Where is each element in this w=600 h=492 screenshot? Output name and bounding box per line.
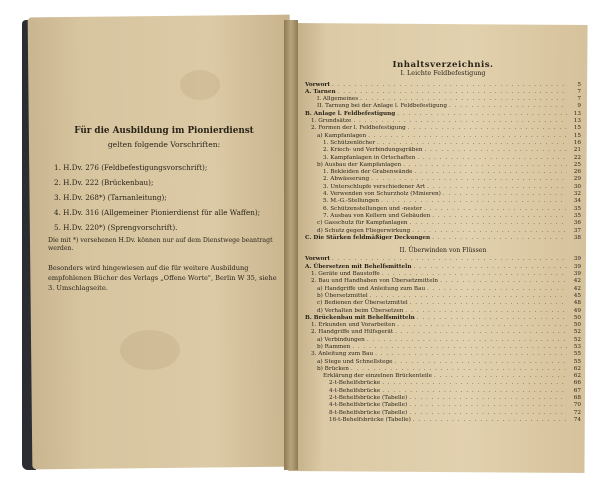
toc-entry-text: 4. Verwenden von Schurzholz (Minieren) (323, 191, 441, 198)
toc-leader-dots (434, 373, 567, 380)
toc-page-number: 35 (573, 205, 581, 212)
toc-page-number: 7 (577, 88, 581, 95)
toc-entry-text: 3. Unterschlupfe verschiedener Art (323, 183, 426, 190)
regulation-item: 5. H.Dv. 220*) (Sprengvorschrift). (54, 223, 178, 232)
toc-entry (305, 278, 581, 285)
toc-entry (305, 286, 581, 293)
toc-page-number: 39 (573, 256, 581, 263)
toc-entry (305, 300, 581, 307)
toc-entry (305, 337, 581, 344)
toc-leader-dots (432, 213, 567, 220)
toc-leader-dots (440, 278, 567, 285)
toc-entry (305, 162, 581, 169)
toc-leader-dots (413, 264, 567, 271)
toc-entry (305, 118, 581, 125)
toc-leader-dots (432, 235, 567, 242)
toc-leader-dots (449, 103, 567, 110)
toc-entry (305, 198, 581, 205)
toc-section-title: I. Leichte Feldbefestigung (400, 69, 486, 78)
toc-page-number: 37 (573, 227, 581, 234)
regulation-item: 2. H.Dv. 222 (Brückenbau); (54, 178, 154, 187)
toc-entry (305, 184, 581, 191)
toc-entry (305, 89, 581, 96)
toc-entry-text: d) Verhalten beim Übersetzen (317, 307, 404, 314)
toc-entry-text: Vorwort (305, 256, 330, 263)
toc-page-number: 52 (573, 329, 581, 336)
toc-page-number: 52 (573, 336, 581, 343)
toc-entry-text: A. Übersetzen mit Behelfsmitteln (305, 263, 412, 270)
toc-entry (305, 235, 581, 242)
toc-leader-dots (409, 402, 567, 409)
toc-leader-dots (427, 184, 567, 191)
toc-entry (305, 410, 581, 417)
toc-entry-text: b) Übersetzmittel (317, 292, 368, 299)
toc-leader-dots (367, 337, 567, 344)
toc-entry (305, 366, 581, 373)
toc-entry (305, 351, 581, 358)
toc-entry-text: c) Gasschutz für Kampfanlagen (317, 220, 408, 227)
toc-page-number: 55 (573, 351, 581, 358)
toc-leader-dots (410, 220, 567, 227)
toc-leader-dots (332, 256, 567, 263)
toc-leader-dots (409, 395, 567, 402)
toc-page-number: 70 (573, 402, 581, 409)
toc-page-number: 35 (573, 212, 581, 219)
toc-entry-text: 7. Ausbau von Kellern und Gebäuden (323, 212, 431, 219)
toc-entry-text: 2. Formen der l. Feldbefestigung (311, 125, 406, 132)
toc-leader-dots (395, 329, 567, 336)
toc-entry (305, 322, 581, 329)
toc-entry-text: 3. Kampfanlagen in Ortschaften (323, 154, 416, 161)
toc-entry (305, 373, 581, 380)
toc-leader-dots (415, 169, 568, 176)
toc-entry-text: 5. M.-G.-Stellungen (323, 198, 380, 205)
toc-leader-dots (381, 198, 567, 205)
toc-leader-dots (377, 140, 567, 147)
toc-entry-text: 1. Erkunden und Vorarbeiten (311, 322, 396, 329)
toc-page-number: 5 (577, 81, 581, 88)
toc-page-number: 13 (573, 110, 581, 117)
toc-entry-text: b) Brücken (317, 365, 349, 372)
toc-leader-dots (397, 111, 567, 118)
regulation-item: 1. H.Dv. 276 (Feldbefestigungsvorschrift); (54, 163, 208, 172)
toc-page-number: 39 (573, 263, 581, 270)
toc-leader-dots (417, 315, 567, 322)
toc-leader-dots (417, 155, 567, 162)
toc-entry-text: a) Stege und Schnellstege (317, 358, 393, 365)
toc-entry-text: C. Die Stärken feldmäßiger Deckungen (305, 234, 431, 241)
toc-entry-text: B. Brückenbau mit Behelfsmitteln (305, 314, 415, 321)
toc-entry-text: 2. Abwässerung (323, 176, 370, 183)
toc-entry-text: 1. Geräte und Baustoffe (311, 271, 380, 278)
toc-leader-dots (405, 308, 567, 315)
regulation-item: 4. H.Dv. 316 (Allgemeiner Pionierdienst für alle Waffen); (54, 208, 261, 217)
toc-leader-dots (412, 228, 567, 235)
toc-entry (305, 133, 581, 140)
toc-page-number: 25 (573, 161, 581, 168)
toc-leader-dots (338, 89, 567, 96)
toc-leader-dots (332, 82, 567, 89)
toc-entry-text: b) Rammen (317, 343, 351, 350)
page-stain (180, 70, 220, 100)
toc-leader-dots (413, 417, 567, 424)
toc-page-number: 67 (573, 387, 581, 394)
toc-entry-text: A. Tarnen (305, 88, 336, 95)
page-stain (120, 330, 180, 370)
toc-page-number: 32 (573, 191, 581, 198)
left-page-subtitle: gelten folgende Vorschriften: (107, 140, 221, 149)
toc-entry (305, 125, 581, 132)
toc-entry (305, 191, 581, 198)
toc-entry (305, 264, 581, 271)
toc-leader-dots (382, 380, 567, 387)
toc-page-number: 42 (573, 278, 581, 285)
toc-entry (305, 82, 581, 89)
toc-entry-text: b) Ausbau der Kampfanlagen (317, 161, 402, 168)
toc-entry-text: Erklärung der einzelnen Brückenteile (323, 373, 432, 380)
toc-entry (305, 388, 581, 395)
toc-leader-dots (395, 359, 567, 366)
toc-page-number: 29 (573, 176, 581, 183)
toc-page-number: 74 (573, 416, 581, 423)
toc-section-1 (305, 82, 581, 243)
toc-leader-dots (382, 388, 567, 395)
toc-section-title: II. Überwinden von Flüssen (399, 247, 487, 255)
toc-entry (305, 220, 581, 227)
toc-page-number: 53 (573, 343, 581, 350)
toc-leader-dots (375, 351, 567, 358)
toc-leader-dots (360, 96, 567, 103)
toc-leader-dots (397, 322, 567, 329)
toc-entry (305, 329, 581, 336)
toc-leader-dots (353, 118, 567, 125)
toc-page-number: 15 (573, 132, 581, 139)
toc-entry-text: B. Anlage l. Feldbefestigung (305, 110, 396, 117)
toc-page-number: 22 (573, 154, 581, 161)
toc-entry-text: 6. Schützenstellungen und -nester (323, 205, 422, 212)
toc-page-number: 50 (573, 314, 581, 321)
toc-section-2 (305, 256, 581, 424)
toc-entry-text: a) Handgriffe und Anleitung zum Bau (317, 285, 426, 292)
toc-page-number: 38 (573, 234, 581, 241)
toc-leader-dots (408, 125, 567, 132)
toc-leader-dots (403, 162, 567, 169)
toc-page-number: 36 (573, 220, 581, 227)
toc-entry (305, 359, 581, 366)
toc-page-number: 7 (577, 96, 581, 103)
toc-entry-text: 2-t-Behelfsbrücke (329, 380, 381, 387)
toc-entry-text: I. Allgemeines (317, 96, 359, 103)
toc-entry-text: c) Bedienen der Übersetzmittel (317, 300, 408, 307)
regulation-item: 3. H.Dv. 268*) (Tarnanleitung); (54, 193, 167, 202)
toc-leader-dots (371, 176, 567, 183)
toc-page-number: 50 (573, 322, 581, 329)
toc-leader-dots (351, 366, 567, 373)
toc-entry-text: 4-t-Behelfsbrücke (329, 387, 381, 394)
toc-page-number: 42 (573, 285, 581, 292)
toc-entry (305, 228, 581, 235)
toc-entry (305, 380, 581, 387)
toc-page-number: 49 (573, 307, 581, 314)
toc-page-number: 34 (573, 198, 581, 205)
toc-leader-dots (410, 300, 567, 307)
toc-entry-text: 1. Grundsätze (311, 118, 352, 125)
toc-page-number: 9 (577, 103, 581, 110)
toc-page-number: 13 (573, 118, 581, 125)
toc-title: Inhaltsverzeichnis. (392, 60, 494, 70)
toc-entry-text: II. Tarnung bei der Anlage l. Feldbefestigung (317, 103, 447, 110)
toc-entry-text: a) Verbindungen (317, 336, 365, 343)
toc-page-number: 15 (573, 125, 581, 132)
toc-entry (305, 315, 581, 322)
toc-page-number: 62 (573, 373, 581, 380)
footnote: Die mit *) versehenen H.Dv. können nur auf dem Dienstwege beantragt werden. (48, 237, 273, 252)
toc-entry-text: 4-t-Behelfsbrücke (Tabelle) (329, 402, 408, 409)
toc-entry (305, 402, 581, 409)
toc-entry (305, 96, 581, 103)
toc-entry (305, 147, 581, 154)
toc-entry-text: Vorwort (305, 81, 330, 88)
toc-page-number: 48 (573, 300, 581, 307)
toc-entry-text: 2. Kriech- und Verbindungsgräben (323, 147, 423, 154)
toc-entry (305, 176, 581, 183)
toc-entry-text: 2-t-Behelfsbrücke (Tabelle) (329, 395, 408, 402)
toc-entry-text: 2. Bau und Handhaben von Übersetzmitteln (311, 278, 439, 285)
table-of-contents (305, 62, 581, 424)
toc-page-number: 26 (573, 169, 581, 176)
toc-entry (305, 417, 581, 424)
toc-entry-text: 2. Handgriffe und Hilfsgerät (311, 329, 394, 336)
toc-leader-dots (424, 147, 567, 154)
toc-entry-text: d) Schutz gegen Fliegerwirkung (317, 227, 411, 234)
toc-entry-text: a) Kampfanlagen (317, 132, 367, 139)
toc-page-number: 39 (573, 271, 581, 278)
toc-entry (305, 206, 581, 213)
toc-leader-dots (409, 410, 567, 417)
toc-entry (305, 155, 581, 162)
toc-entry-text: 8-t-Behelfsbrücke (Tabelle) (329, 409, 408, 416)
publisher-note: Besonders wird hingewiesen auf die für weitere Ausbildung empfohlenen Bücher des Verlags „Offene Worte", Berlin W 35, siehe 3. Umschlagseite. (48, 264, 277, 292)
toc-leader-dots (368, 133, 567, 140)
toc-entry-text: 3. Anleitung zum Bau (311, 351, 374, 358)
book-gutter (284, 20, 298, 470)
toc-entry (305, 169, 581, 176)
toc-entry (305, 140, 581, 147)
toc-page-number: 72 (573, 409, 581, 416)
toc-entry-text: 1. Bekleiden der Grabenwände (323, 169, 413, 176)
toc-entry (305, 308, 581, 315)
left-page-title: Für die Ausbildung im Pionierdienst (74, 126, 254, 136)
toc-page-number: 21 (573, 147, 581, 154)
toc-entry (305, 344, 581, 351)
toc-page-number: 62 (573, 365, 581, 372)
toc-page-number: 16 (573, 139, 581, 146)
toc-page-number: 30 (573, 183, 581, 190)
toc-leader-dots (427, 286, 567, 293)
toc-leader-dots (352, 344, 567, 351)
toc-entry (305, 103, 581, 110)
toc-page-number: 68 (573, 395, 581, 402)
toc-entry (305, 111, 581, 118)
toc-page-number: 55 (573, 358, 581, 365)
toc-entry (305, 256, 581, 263)
toc-entry-text: 1. Schützenlöcher (323, 139, 376, 146)
toc-page-number: 45 (573, 292, 581, 299)
toc-entry-text: 16-t-Behelfsbrücke (Tabelle) (329, 416, 411, 423)
toc-page-number: 66 (573, 380, 581, 387)
left-page-content (48, 126, 280, 293)
toc-leader-dots (443, 191, 567, 198)
toc-leader-dots (424, 206, 567, 213)
